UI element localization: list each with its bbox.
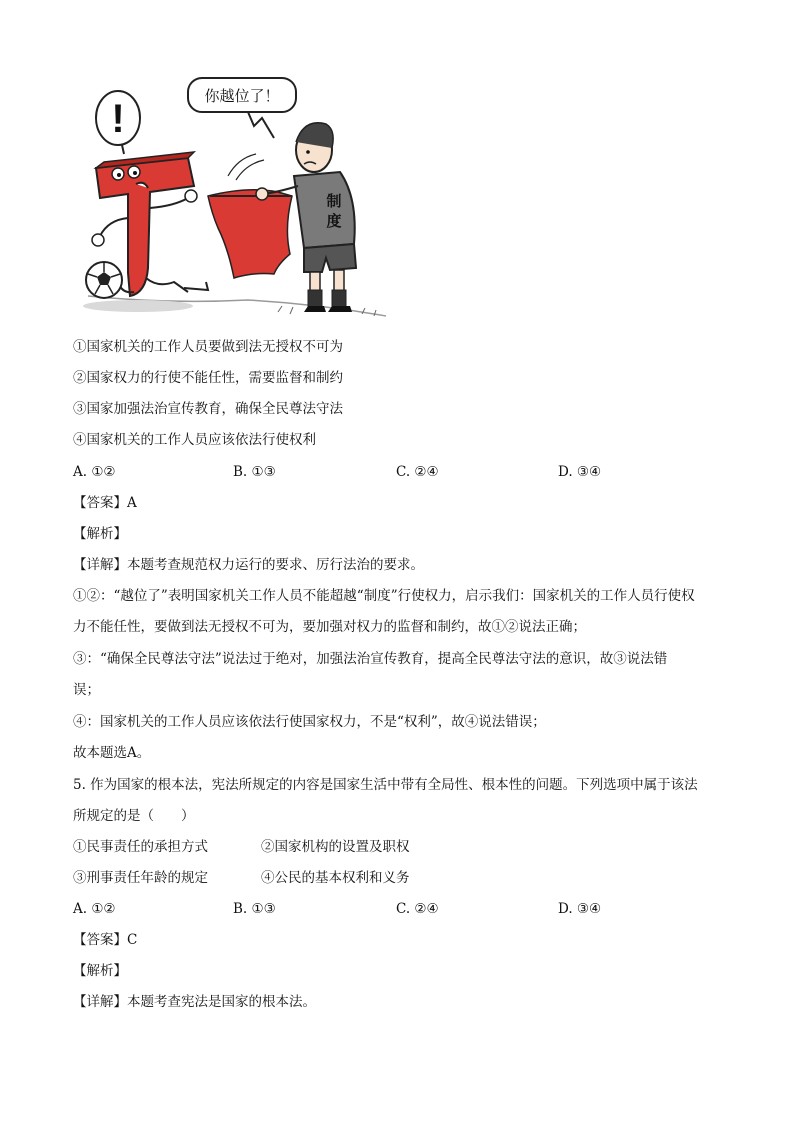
q5-statement-1: ①民事责任的承担方式 [73, 839, 208, 855]
q4-detail-line-1: 【详解】本题考查规范权力运行的要求、厉行法治的要求。 [73, 557, 424, 573]
soccer-ball-icon [86, 262, 122, 298]
q4-detail-line-4: ③：“确保全民尊法守法”说法过于绝对，加强法治宣传教育，提高全民尊法守法的意识，故③说法错 [73, 651, 668, 667]
q5-option-d: D. ③④ [558, 901, 602, 917]
exclaim-bubble [96, 91, 140, 154]
q4-detail-line-5: 误； [73, 682, 100, 698]
q4-option-a: A. ①② [73, 464, 116, 480]
speech-bubble [188, 78, 296, 138]
q4-option-b: B. ①③ [233, 464, 276, 480]
q4-statement-2: ②国家权力的行使不能任性，需要监督和制约 [73, 370, 343, 386]
q4-option-d: D. ③④ [558, 464, 602, 480]
q5-detail-line-1: 【详解】本题考查宪法是国家的根本法。 [73, 994, 316, 1010]
q5-statement-4: ④公民的基本权利和义务 [261, 870, 410, 886]
q5-option-a: A. ①② [73, 901, 116, 917]
q4-detail-line-6: ④：国家机关的工作人员应该依法行使国家权力，不是“权利”，故④说法错误； [73, 714, 546, 730]
q4-option-c: C. ②④ [396, 464, 439, 480]
q5-stem-line-2: 所规定的是（ ） [73, 808, 195, 824]
q5-answer: 【答案】C [73, 932, 138, 948]
q4-statement-3: ③国家加强法治宣传教育，确保全民尊法守法 [73, 401, 343, 417]
q4-analysis-label: 【解析】 [73, 526, 127, 542]
q4-detail-line-7: 故本题选A。 [73, 745, 151, 761]
cartoon-illustration [78, 68, 390, 326]
q4-detail-line-2: ①②：“越位了”表明国家机关工作人员不能超越“制度”行使权力，启示我们：国家机关的工作人员行使权 [73, 588, 695, 604]
q4-answer: 【答案】A [73, 495, 137, 511]
q4-statement-1: ①国家机关的工作人员要做到法无授权不可为 [73, 339, 343, 355]
q5-statement-3: ③刑事责任年龄的规定 [73, 870, 208, 886]
q4-detail-line-3: 力不能任性，要做到法无授权不可为，要加强对权力的监督和制约，故①②说法正确； [73, 619, 586, 635]
q5-option-c: C. ②④ [396, 901, 439, 917]
q5-analysis-label: 【解析】 [73, 963, 127, 979]
q5-statement-2: ②国家机构的设置及职权 [261, 839, 410, 855]
exclaim-text: ! [111, 97, 125, 141]
red-flag [208, 154, 292, 278]
q5-stem-line-1: 5. 作为国家的根本法，宪法所规定的内容是国家生活中带有全局性、根本性的问题。下列选项中属于该法 [73, 777, 698, 793]
sign-text-line1: 制 [326, 192, 342, 210]
q5-option-b: B. ①③ [233, 901, 276, 917]
sign-text-line2: 度 [326, 212, 342, 230]
q4-statement-4: ④国家机关的工作人员应该依法行使权利 [73, 432, 316, 448]
speech-text: 你越位了！ [204, 87, 280, 105]
